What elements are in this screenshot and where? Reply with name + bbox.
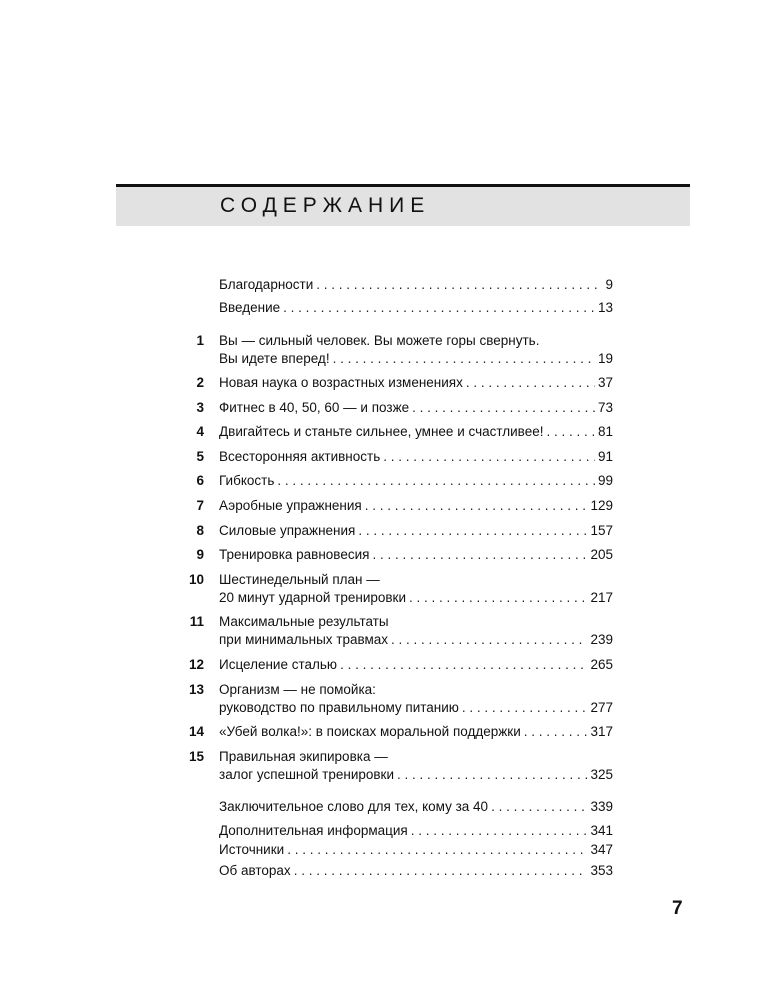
toc-entry-title-line1: Шестинедельный план — bbox=[219, 572, 380, 587]
toc-entry-page: 73 bbox=[597, 400, 613, 415]
toc-entry-title: Фитнес в 40, 50, 60 — и позже bbox=[219, 400, 410, 415]
toc-chapter-14[interactable] bbox=[0, 721, 782, 743]
toc-entry-title: при минимальных травмах bbox=[219, 632, 389, 647]
toc-entry-page: 347 bbox=[590, 842, 613, 857]
toc-entry-page: 9 bbox=[605, 277, 613, 292]
toc-entry-page: 13 bbox=[597, 300, 613, 315]
chapter-number: 9 bbox=[196, 547, 204, 562]
toc-entry-title: Гибкость bbox=[219, 473, 275, 488]
dot-leader bbox=[277, 470, 595, 492]
chapter-number: 14 bbox=[188, 724, 204, 739]
chapter-number: 8 bbox=[196, 523, 204, 538]
dot-leader bbox=[462, 697, 588, 719]
toc-entry-title: «Убей волка!»: в поисках моральной поддержки bbox=[219, 724, 521, 739]
toc-entry-title: 20 минут ударной тренировки bbox=[219, 590, 407, 605]
dot-leader bbox=[287, 839, 587, 861]
toc-entry-introduction[interactable] bbox=[0, 297, 782, 319]
toc-entry-title: Дополнительная информация bbox=[219, 823, 408, 838]
dot-leader bbox=[409, 587, 587, 609]
toc-entry-title: Введение bbox=[219, 300, 281, 315]
dot-leader bbox=[365, 495, 588, 517]
toc-entry-page: 81 bbox=[597, 424, 613, 439]
toc-chapter-4[interactable] bbox=[0, 421, 782, 443]
dot-leader bbox=[391, 629, 587, 651]
dot-leader bbox=[372, 544, 587, 566]
dot-leader bbox=[294, 860, 588, 882]
contents-title: СОДЕРЖАНИЕ bbox=[220, 194, 431, 217]
toc-chapter-10[interactable] bbox=[0, 587, 782, 609]
chapter-number: 10 bbox=[188, 572, 204, 587]
toc-entry-title: залог успешной тренировки bbox=[219, 767, 394, 782]
toc-entry-title: Вы идете вперед! bbox=[219, 351, 330, 366]
dot-leader bbox=[546, 421, 595, 443]
toc-chapter-15[interactable] bbox=[0, 764, 782, 786]
toc-entry-page: 157 bbox=[590, 523, 613, 538]
toc-entry-title: Исцеление сталью bbox=[219, 657, 338, 672]
chapter-number: 5 bbox=[196, 449, 204, 464]
toc-entry-title-line1: Вы — сильный человек. Вы можете горы свернуть. bbox=[219, 333, 540, 348]
toc-chapter-13[interactable] bbox=[0, 697, 782, 719]
chapter-number: 15 bbox=[188, 749, 204, 764]
toc-entry-page: 317 bbox=[590, 724, 613, 739]
toc-entry-title: Об авторах bbox=[219, 863, 291, 878]
toc-entry-page: 205 bbox=[590, 547, 613, 562]
toc-chapter-8[interactable] bbox=[0, 520, 782, 542]
toc-entry-title-line1: Максимальные результаты bbox=[219, 614, 389, 629]
toc-entry-page: 325 bbox=[590, 767, 613, 782]
toc-entry-title-line1: Правильная экипировка — bbox=[219, 749, 388, 764]
toc-chapter-6[interactable] bbox=[0, 470, 782, 492]
toc-chapter-2[interactable] bbox=[0, 372, 782, 394]
contents-header-band bbox=[116, 184, 690, 226]
toc-entry-title: Источники bbox=[219, 842, 285, 857]
toc-chapter-12[interactable] bbox=[0, 654, 782, 676]
toc-chapter-3[interactable] bbox=[0, 397, 782, 419]
toc-entry-title: Всесторонняя активность bbox=[219, 449, 381, 464]
toc-entry-page: 353 bbox=[590, 863, 613, 878]
dot-leader bbox=[316, 274, 602, 296]
dot-leader bbox=[412, 397, 595, 419]
toc-entry-title: Заключительное слово для тех, кому за 40 bbox=[219, 799, 489, 814]
toc-chapter-5[interactable] bbox=[0, 446, 782, 468]
chapter-number: 4 bbox=[196, 424, 204, 439]
toc-entry-page: 265 bbox=[590, 657, 613, 672]
toc-entry-page: 341 bbox=[590, 823, 613, 838]
dot-leader bbox=[524, 721, 588, 743]
chapter-number: 6 bbox=[196, 473, 204, 488]
toc-chapter-1[interactable] bbox=[0, 348, 782, 370]
dot-leader bbox=[358, 520, 587, 542]
toc-entry-title: Силовые упражнения bbox=[219, 523, 356, 538]
toc-entry-page: 91 bbox=[597, 449, 613, 464]
toc-entry-acknowledgements[interactable] bbox=[0, 274, 782, 296]
toc-entry-title: Тренировка равновесия bbox=[219, 547, 370, 562]
chapter-number: 12 bbox=[188, 657, 204, 672]
toc-chapter-11[interactable] bbox=[0, 629, 782, 651]
toc-chapter-9[interactable] bbox=[0, 544, 782, 566]
chapter-number: 7 bbox=[196, 498, 204, 513]
toc-entry-page: 277 bbox=[590, 700, 613, 715]
toc-entry-title: Аэробные упражнения bbox=[219, 498, 362, 513]
chapter-number: 2 bbox=[196, 375, 204, 390]
page-number: 7 bbox=[672, 898, 683, 919]
dot-leader bbox=[397, 764, 587, 786]
chapter-number: 3 bbox=[196, 400, 204, 415]
toc-entry-page: 217 bbox=[590, 590, 613, 605]
toc-entry-sources[interactable] bbox=[0, 839, 782, 861]
toc-entry-page: 99 bbox=[597, 473, 613, 488]
toc-entry-page: 19 bbox=[597, 351, 613, 366]
dot-leader bbox=[283, 297, 595, 319]
toc-entry-title: Благодарности bbox=[219, 277, 314, 292]
dot-leader bbox=[466, 372, 595, 394]
toc-entry-title: Двигайтесь и станьте сильнее, умнее и счастливее! bbox=[219, 424, 544, 439]
dot-leader bbox=[383, 446, 595, 468]
toc-entry-about-authors[interactable] bbox=[0, 860, 782, 882]
chapter-number: 1 bbox=[196, 333, 204, 348]
toc-entry-title-line1: Организм — не помойка: bbox=[219, 682, 376, 697]
toc-entry-title: руководство по правильному питанию bbox=[219, 700, 459, 715]
toc-entry-page: 37 bbox=[597, 375, 613, 390]
toc-entry-page: 239 bbox=[590, 632, 613, 647]
toc-entry-title: Новая наука о возрастных изменениях bbox=[219, 375, 463, 390]
chapter-number: 13 bbox=[188, 682, 204, 697]
dot-leader bbox=[491, 796, 587, 818]
dot-leader bbox=[333, 348, 595, 370]
dot-leader bbox=[340, 654, 587, 676]
toc-entry-page: 129 bbox=[590, 498, 613, 513]
chapter-number: 11 bbox=[189, 614, 204, 629]
toc-chapter-7[interactable] bbox=[0, 495, 782, 517]
toc-entry-page: 339 bbox=[590, 799, 613, 814]
toc-entry-closing-word[interactable] bbox=[0, 796, 782, 818]
